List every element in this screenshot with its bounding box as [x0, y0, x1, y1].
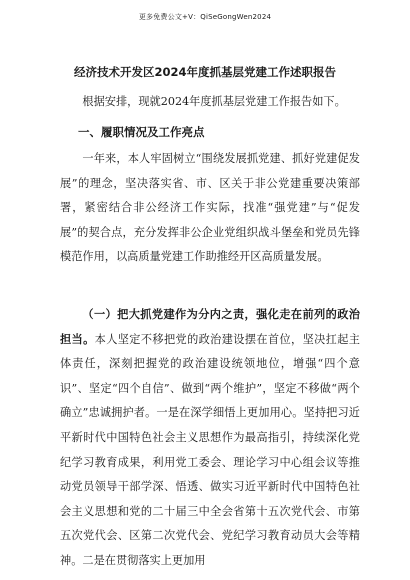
subsection-paragraph — [60, 303, 360, 574]
subsection-heading: （一）把大抓党建作为分内之责，强化走在前列的政治担当。 — [60, 308, 360, 346]
section-heading: 一、履职情况及工作亮点 — [78, 125, 205, 139]
header-note: 更多免费公文+V：QiSeGongWen2024 — [138, 13, 272, 21]
document-title: 经济技术开发区2024年度抓基层党建工作述职报告 — [73, 65, 336, 79]
intro-paragraph: 根据安排，现就2024年度抓基层党建工作报告如下。 — [82, 95, 346, 108]
subsection-body: 本人坚定不移把党的政治建设摆在首位，坚决扛起主体责任，深刻把握党的政治建设统领地位，增强“四个意识”、坚定“四个自信”、做到“两个维护”，坚定不移做“两个确立”忠诚拥护者。一是在深学细悟上更加用心。坚持把习近平新时代中国特色社会主义思想作为最高指引，持续深化党纪学习教育成果，利用党工委会、理论学习中心组会议等推动党员领导干部学深、悟透、做实习近平新时代中国特色社会主义思想和党的二十届三中全会省第十五次党代会、市第五次党代会、区第二次党代会、党纪学习教育动员大会等精神。二是在贯彻落实上更加用 — [60, 332, 360, 567]
body-paragraph: 一年来，本人牢固树立“围绕发展抓党建、抓好党建促发展”的理念，坚决落实省、市、区关于非公党建重要决策部署，紧密结合非公经济工作实际，找准“强党建”与“促发展”的契合点，充分发挥非公企业党组织战斗堡垒和党员先锋模范作用，以高质量党建工作助推经开区高质量发展。 — [60, 152, 360, 264]
